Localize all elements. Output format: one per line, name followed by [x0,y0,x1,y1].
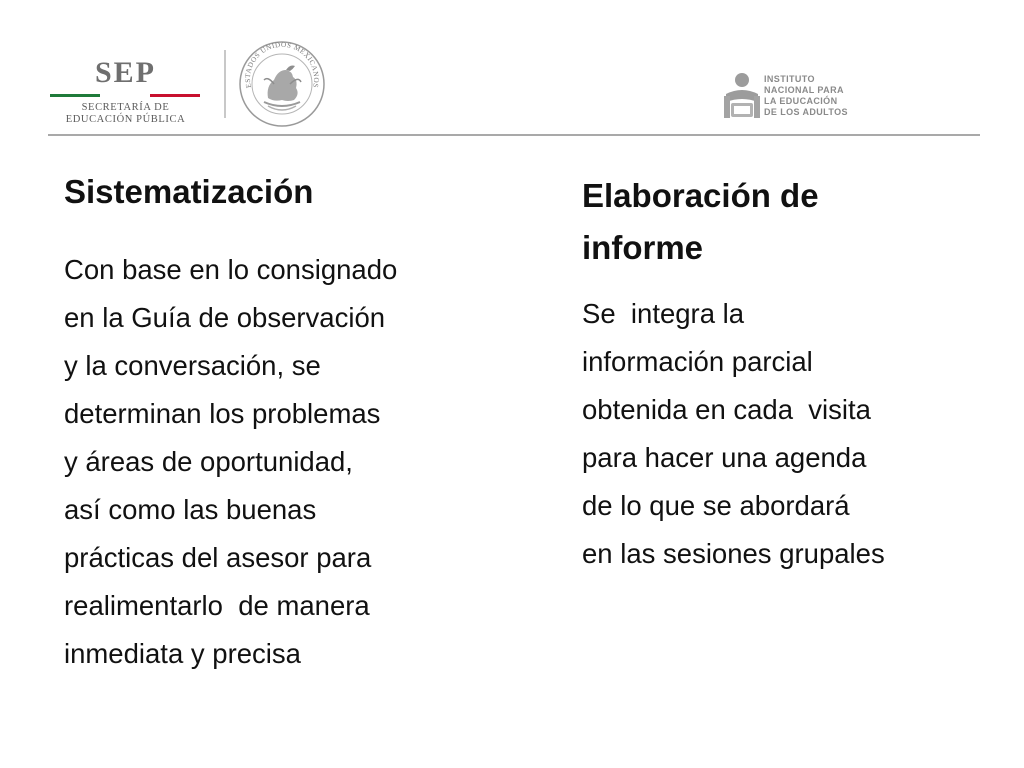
sep-logo-letters: SEP [94,56,157,89]
mexican-coat-of-arms-seal-icon [238,40,326,128]
body-line: realimentarlo de manera [64,590,370,621]
elaboracion-informe-column [582,160,1002,578]
body-line: información parcial [582,346,813,377]
body-line: en las sesiones grupales [582,538,885,569]
header-vertical-divider [224,50,226,118]
body-line: Se integra la [582,298,745,329]
body-line: inmediata y precisa [64,638,301,669]
inea-line: LA EDUCACIÓN [764,96,838,106]
body-line: determinan los problemas [64,398,381,429]
body-line: Con base en lo consignado [64,254,398,285]
sep-logo-line2: EDUCACIÓN PÚBLICA [65,114,186,125]
inea-line: NACIONAL PARA [764,85,844,95]
slide-header [0,0,1024,140]
body-line: y áreas de oportunidad, [64,446,353,477]
inea-logo [722,72,872,124]
elaboracion-informe-heading: Elaboración de informe [582,177,819,266]
body-line: y la conversación, se [64,350,321,381]
body-line: obtenida en cada visita [582,394,871,425]
sistematizacion-column [64,160,504,678]
inea-line: DE LOS ADULTOS [764,107,848,117]
sistematizacion-heading: Sistematización [64,173,314,210]
inea-line: INSTITUTO [764,74,815,84]
body-line: en la Guía de observación [64,302,386,333]
body-line: prácticas del asesor para [64,542,372,573]
body-line: de lo que se abordará [582,490,850,521]
sep-logo-tricolor-stripe [50,94,200,97]
sep-logo [48,58,203,128]
elaboracion-informe-body [582,290,992,578]
stripe-green [50,94,100,97]
sep-logo-line1: SECRETARÍA DE [81,102,170,113]
body-line: así como las buenas [64,494,317,525]
stripe-red [150,94,200,97]
stripe-white [100,94,150,97]
sistematizacion-body [64,246,504,678]
inea-logo-text [764,74,874,118]
seal-text: ESTADOS UNIDOS MEXICANOS [243,40,321,89]
body-line: para hacer una agenda [582,442,867,473]
inea-person-figure-icon [722,72,762,122]
header-horizontal-rule [48,134,980,136]
